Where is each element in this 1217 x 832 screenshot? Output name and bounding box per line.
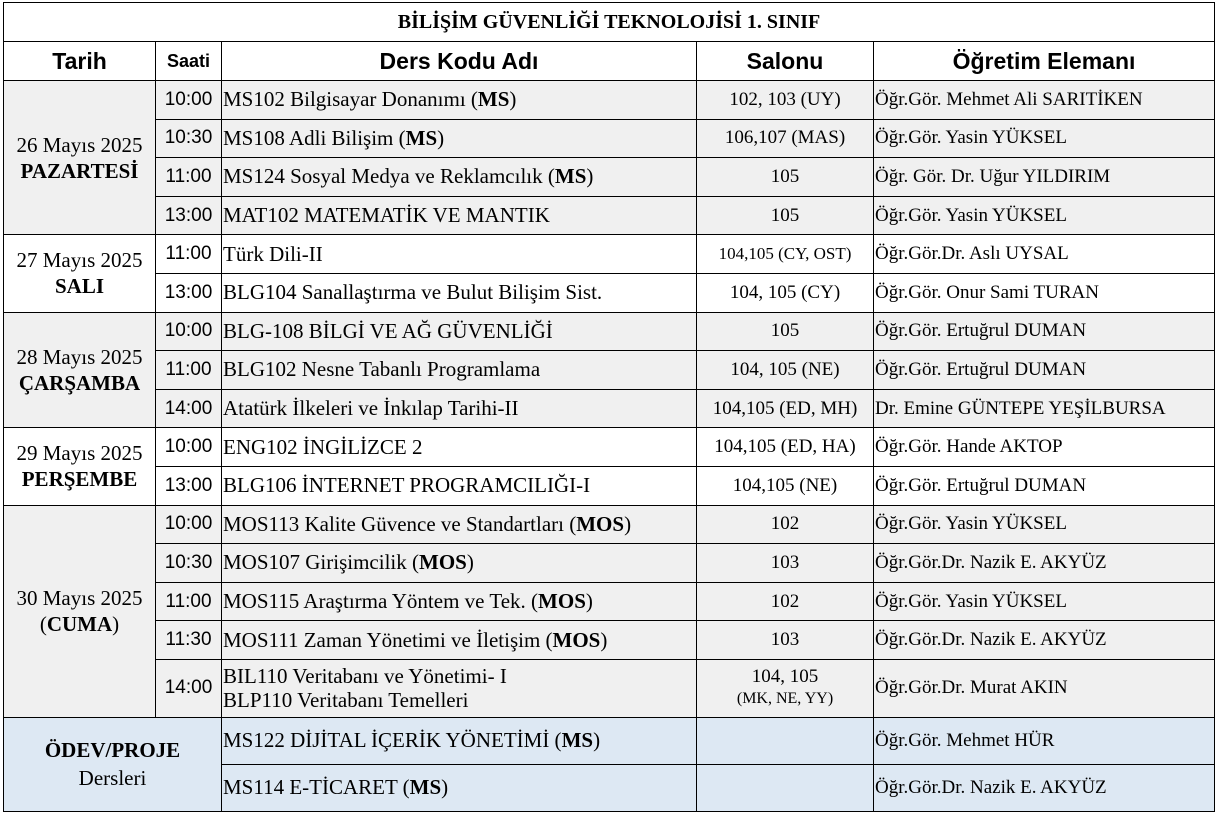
- header-salonu: Salonu: [697, 42, 874, 81]
- table-row: [4, 81, 1215, 120]
- day-name: [4, 611, 155, 637]
- room-cell: 102, 103 (UY): [697, 81, 874, 120]
- room-cell: 104, 105 (NE): [697, 351, 874, 390]
- course-close: ): [437, 125, 445, 150]
- day-name: PERŞEMBE: [21, 467, 138, 492]
- room-cell: [697, 659, 874, 717]
- odev-sub-label: Dersleri: [78, 766, 147, 791]
- time-cell: 14:00: [156, 659, 222, 717]
- table-row: [4, 196, 1215, 235]
- course-cell: [222, 312, 697, 351]
- course-tag: MS: [554, 164, 587, 189]
- table-row: [4, 466, 1215, 505]
- room-cell: 104, 105 (CY): [697, 273, 874, 312]
- time-cell: 10:30: [156, 544, 222, 583]
- course-name: MS108 Adli Bilişim (: [223, 125, 406, 150]
- course-name: MOS115 Araştırma Yöntem ve Tek. (: [223, 589, 539, 614]
- date-text: 28 Mayıs 2025: [16, 344, 143, 369]
- room-cell: 105: [697, 158, 874, 197]
- course-name: Türk Dili-II: [223, 241, 323, 266]
- date-cell-cuma: [4, 505, 156, 717]
- day-paren-close: ): [112, 612, 120, 637]
- course-cell: [222, 389, 697, 428]
- room-cell: 104,105 (ED, HA): [697, 428, 874, 467]
- room-cell: 105: [697, 312, 874, 351]
- header-ogretim: Öğretim Elemanı: [874, 42, 1215, 81]
- course-name: MOS111 Zaman Yönetimi ve İletişim (: [223, 627, 553, 652]
- header-saati: Saati: [156, 42, 222, 81]
- day-paren-open: (: [39, 612, 47, 637]
- instructor-cell: Öğr.Gör. Yasin YÜKSEL: [874, 119, 1215, 158]
- instructor-cell: Öğr.Gör. Yasin YÜKSEL: [874, 582, 1215, 621]
- room-cell: 106,107 (MAS): [697, 119, 874, 158]
- course-cell: [222, 717, 697, 764]
- date-text: 26 Mayıs 2025: [16, 132, 143, 157]
- room-cell: 104,105 (NE): [697, 466, 874, 505]
- course-name: ENG102 İNGİLİZCE 2: [223, 434, 423, 459]
- course-name: MS122 DİJİTAL İÇERİK YÖNETİMİ (: [223, 728, 562, 753]
- course-tag: MS: [405, 125, 438, 150]
- course-tag: MOS: [419, 550, 467, 575]
- date-text: 27 Mayıs 2025: [16, 248, 143, 273]
- table-row: [4, 717, 1215, 764]
- course-cell: [222, 158, 697, 197]
- course-tag: MS: [409, 775, 442, 800]
- course-name: BLG-108 BİLGİ VE AĞ GÜVENLİĞİ: [223, 318, 553, 343]
- course-line-1: BIL110 Veritabanı ve Yönetimi- I: [223, 664, 507, 689]
- table-row: [4, 389, 1215, 428]
- course-cell: [222, 582, 697, 621]
- course-cell: [222, 196, 697, 235]
- table-row: [4, 273, 1215, 312]
- room-cell: 104,105 (CY, OST): [697, 235, 874, 274]
- table-row: [4, 659, 1215, 717]
- day-name: ÇARŞAMBA: [18, 370, 141, 395]
- course-name: MOS107 Girişimcilik (: [223, 550, 420, 575]
- instructor-cell: Öğr.Gör. Yasin YÜKSEL: [874, 505, 1215, 544]
- time-cell: 13:00: [156, 196, 222, 235]
- date-text: 30 Mayıs 2025: [16, 586, 143, 611]
- table-row: [4, 351, 1215, 390]
- course-cell: [222, 119, 697, 158]
- instructor-cell: Öğr.Gör. Yasin YÜKSEL: [874, 196, 1215, 235]
- table-row: [4, 505, 1215, 544]
- table-row: [4, 119, 1215, 158]
- header-ders: Ders Kodu Adı: [222, 42, 697, 81]
- course-close: ): [585, 589, 593, 614]
- odev-label-cell: [4, 717, 222, 811]
- table-row: [4, 428, 1215, 467]
- room-cell: [697, 764, 874, 811]
- time-cell: 10:00: [156, 81, 222, 120]
- room-cell: 105: [697, 196, 874, 235]
- course-cell: [222, 466, 697, 505]
- course-name: MOS113 Kalite Güvence ve Standartları (: [223, 511, 577, 536]
- course-cell: [222, 273, 697, 312]
- time-cell: 13:00: [156, 273, 222, 312]
- course-cell: [222, 659, 697, 717]
- instructor-cell: Öğr.Gör. Mehmet Ali SARITİKEN: [874, 81, 1215, 120]
- instructor-cell: Öğr.Gör. Ertuğrul DUMAN: [874, 312, 1215, 351]
- room-cell: 102: [697, 582, 874, 621]
- course-tag: MOS: [538, 589, 586, 614]
- instructor-cell: Öğr.Gör. Ertuğrul DUMAN: [874, 351, 1215, 390]
- date-text: 29 Mayıs 2025: [16, 441, 143, 466]
- room-cell: 104,105 (ED, MH): [697, 389, 874, 428]
- room-cell: 103: [697, 544, 874, 583]
- day-name-bold: CUMA: [46, 612, 113, 637]
- day-name: PAZARTESİ: [20, 158, 139, 183]
- instructor-cell: Öğr.Gör.Dr. Nazik E. AKYÜZ: [874, 764, 1215, 811]
- course-cell: [222, 81, 697, 120]
- instructor-cell: Öğr.Gör.Dr. Nazik E. AKYÜZ: [874, 621, 1215, 660]
- time-cell: 10:00: [156, 505, 222, 544]
- course-name: MS102 Bilgisayar Donanımı (: [223, 87, 478, 112]
- header-tarih: Tarih: [4, 42, 156, 81]
- time-cell: 13:00: [156, 466, 222, 505]
- course-tag: MS: [477, 87, 510, 112]
- course-tag: MS: [561, 728, 594, 753]
- course-tag: MOS: [552, 627, 601, 652]
- course-close: ): [593, 728, 601, 753]
- course-tag: MOS: [576, 511, 625, 536]
- instructor-cell: Öğr.Gör.Dr. Murat AKIN: [874, 659, 1215, 717]
- course-name: MS114 E-TİCARET (: [223, 775, 410, 800]
- date-cell-persembe: [4, 428, 156, 505]
- instructor-cell: Öğr.Gör. Mehmet HÜR: [874, 717, 1215, 764]
- course-name: MS124 Sosyal Medya ve Reklamcılık (: [223, 164, 555, 189]
- page-title: BİLİŞİM GÜVENLİĞİ TEKNOLOJİSİ 1. SINIF: [4, 3, 1215, 42]
- time-cell: 14:00: [156, 389, 222, 428]
- table-row: [4, 312, 1215, 351]
- table-row: [4, 158, 1215, 197]
- odev-label: ÖDEV/PROJE: [44, 738, 181, 763]
- course-cell: [222, 544, 697, 583]
- course-cell: [222, 764, 697, 811]
- course-name: MAT102 MATEMATİK VE MANTIK: [223, 203, 550, 228]
- time-cell: 11:00: [156, 351, 222, 390]
- instructor-cell: Öğr.Gör.Dr. Nazik E. AKYÜZ: [874, 544, 1215, 583]
- table-row: [4, 544, 1215, 583]
- course-close: ): [624, 511, 632, 536]
- instructor-cell: Öğr.Gör. Ertuğrul DUMAN: [874, 466, 1215, 505]
- course-cell: [222, 505, 697, 544]
- course-cell: [222, 351, 697, 390]
- course-name: Atatürk İlkeleri ve İnkılap Tarihi-II: [223, 396, 519, 421]
- course-close: ): [600, 627, 608, 652]
- time-cell: 11:00: [156, 235, 222, 274]
- room-cell: [697, 717, 874, 764]
- room-cell: 102: [697, 505, 874, 544]
- instructor-cell: Öğr.Gör.Dr. Aslı UYSAL: [874, 235, 1215, 274]
- instructor-cell: Öğr.Gör. Onur Sami TURAN: [874, 273, 1215, 312]
- date-cell-carsamba: [4, 312, 156, 428]
- course-cell: [222, 428, 697, 467]
- course-name: BLG106 İNTERNET PROGRAMCILIĞI-I: [223, 473, 591, 498]
- instructor-cell: Dr. Emine GÜNTEPE YEŞİLBURSA: [874, 389, 1215, 428]
- course-line-2: BLP110 Veritabanı Temelleri: [223, 688, 469, 713]
- exam-schedule-table: [3, 2, 1215, 812]
- table-row: [4, 582, 1215, 621]
- course-close: ): [466, 550, 474, 575]
- course-close: ): [509, 87, 517, 112]
- time-cell: 11:30: [156, 621, 222, 660]
- course-cell: [222, 621, 697, 660]
- table-row: [4, 621, 1215, 660]
- course-name: BLG102 Nesne Tabanlı Programlama: [223, 357, 541, 382]
- time-cell: 10:00: [156, 428, 222, 467]
- date-cell-pazartesi: [4, 81, 156, 235]
- day-name: SALI: [54, 274, 105, 299]
- time-cell: 11:00: [156, 582, 222, 621]
- course-close: ): [441, 775, 449, 800]
- room-cell: 103: [697, 621, 874, 660]
- room-line-2: (MK, NE, YY): [736, 690, 834, 708]
- table-row: [4, 235, 1215, 274]
- time-cell: 10:00: [156, 312, 222, 351]
- time-cell: 10:30: [156, 119, 222, 158]
- course-name: BLG104 Sanallaştırma ve Bulut Bilişim Sist.: [223, 280, 603, 305]
- instructor-cell: Öğr.Gör. Hande AKTOP: [874, 428, 1215, 467]
- course-close: ): [586, 164, 594, 189]
- date-cell-sali: [4, 235, 156, 312]
- room-line-1: 104, 105: [751, 666, 819, 688]
- course-cell: [222, 235, 697, 274]
- time-cell: 11:00: [156, 158, 222, 197]
- instructor-cell: Öğr. Gör. Dr. Uğur YILDIRIM: [874, 158, 1215, 197]
